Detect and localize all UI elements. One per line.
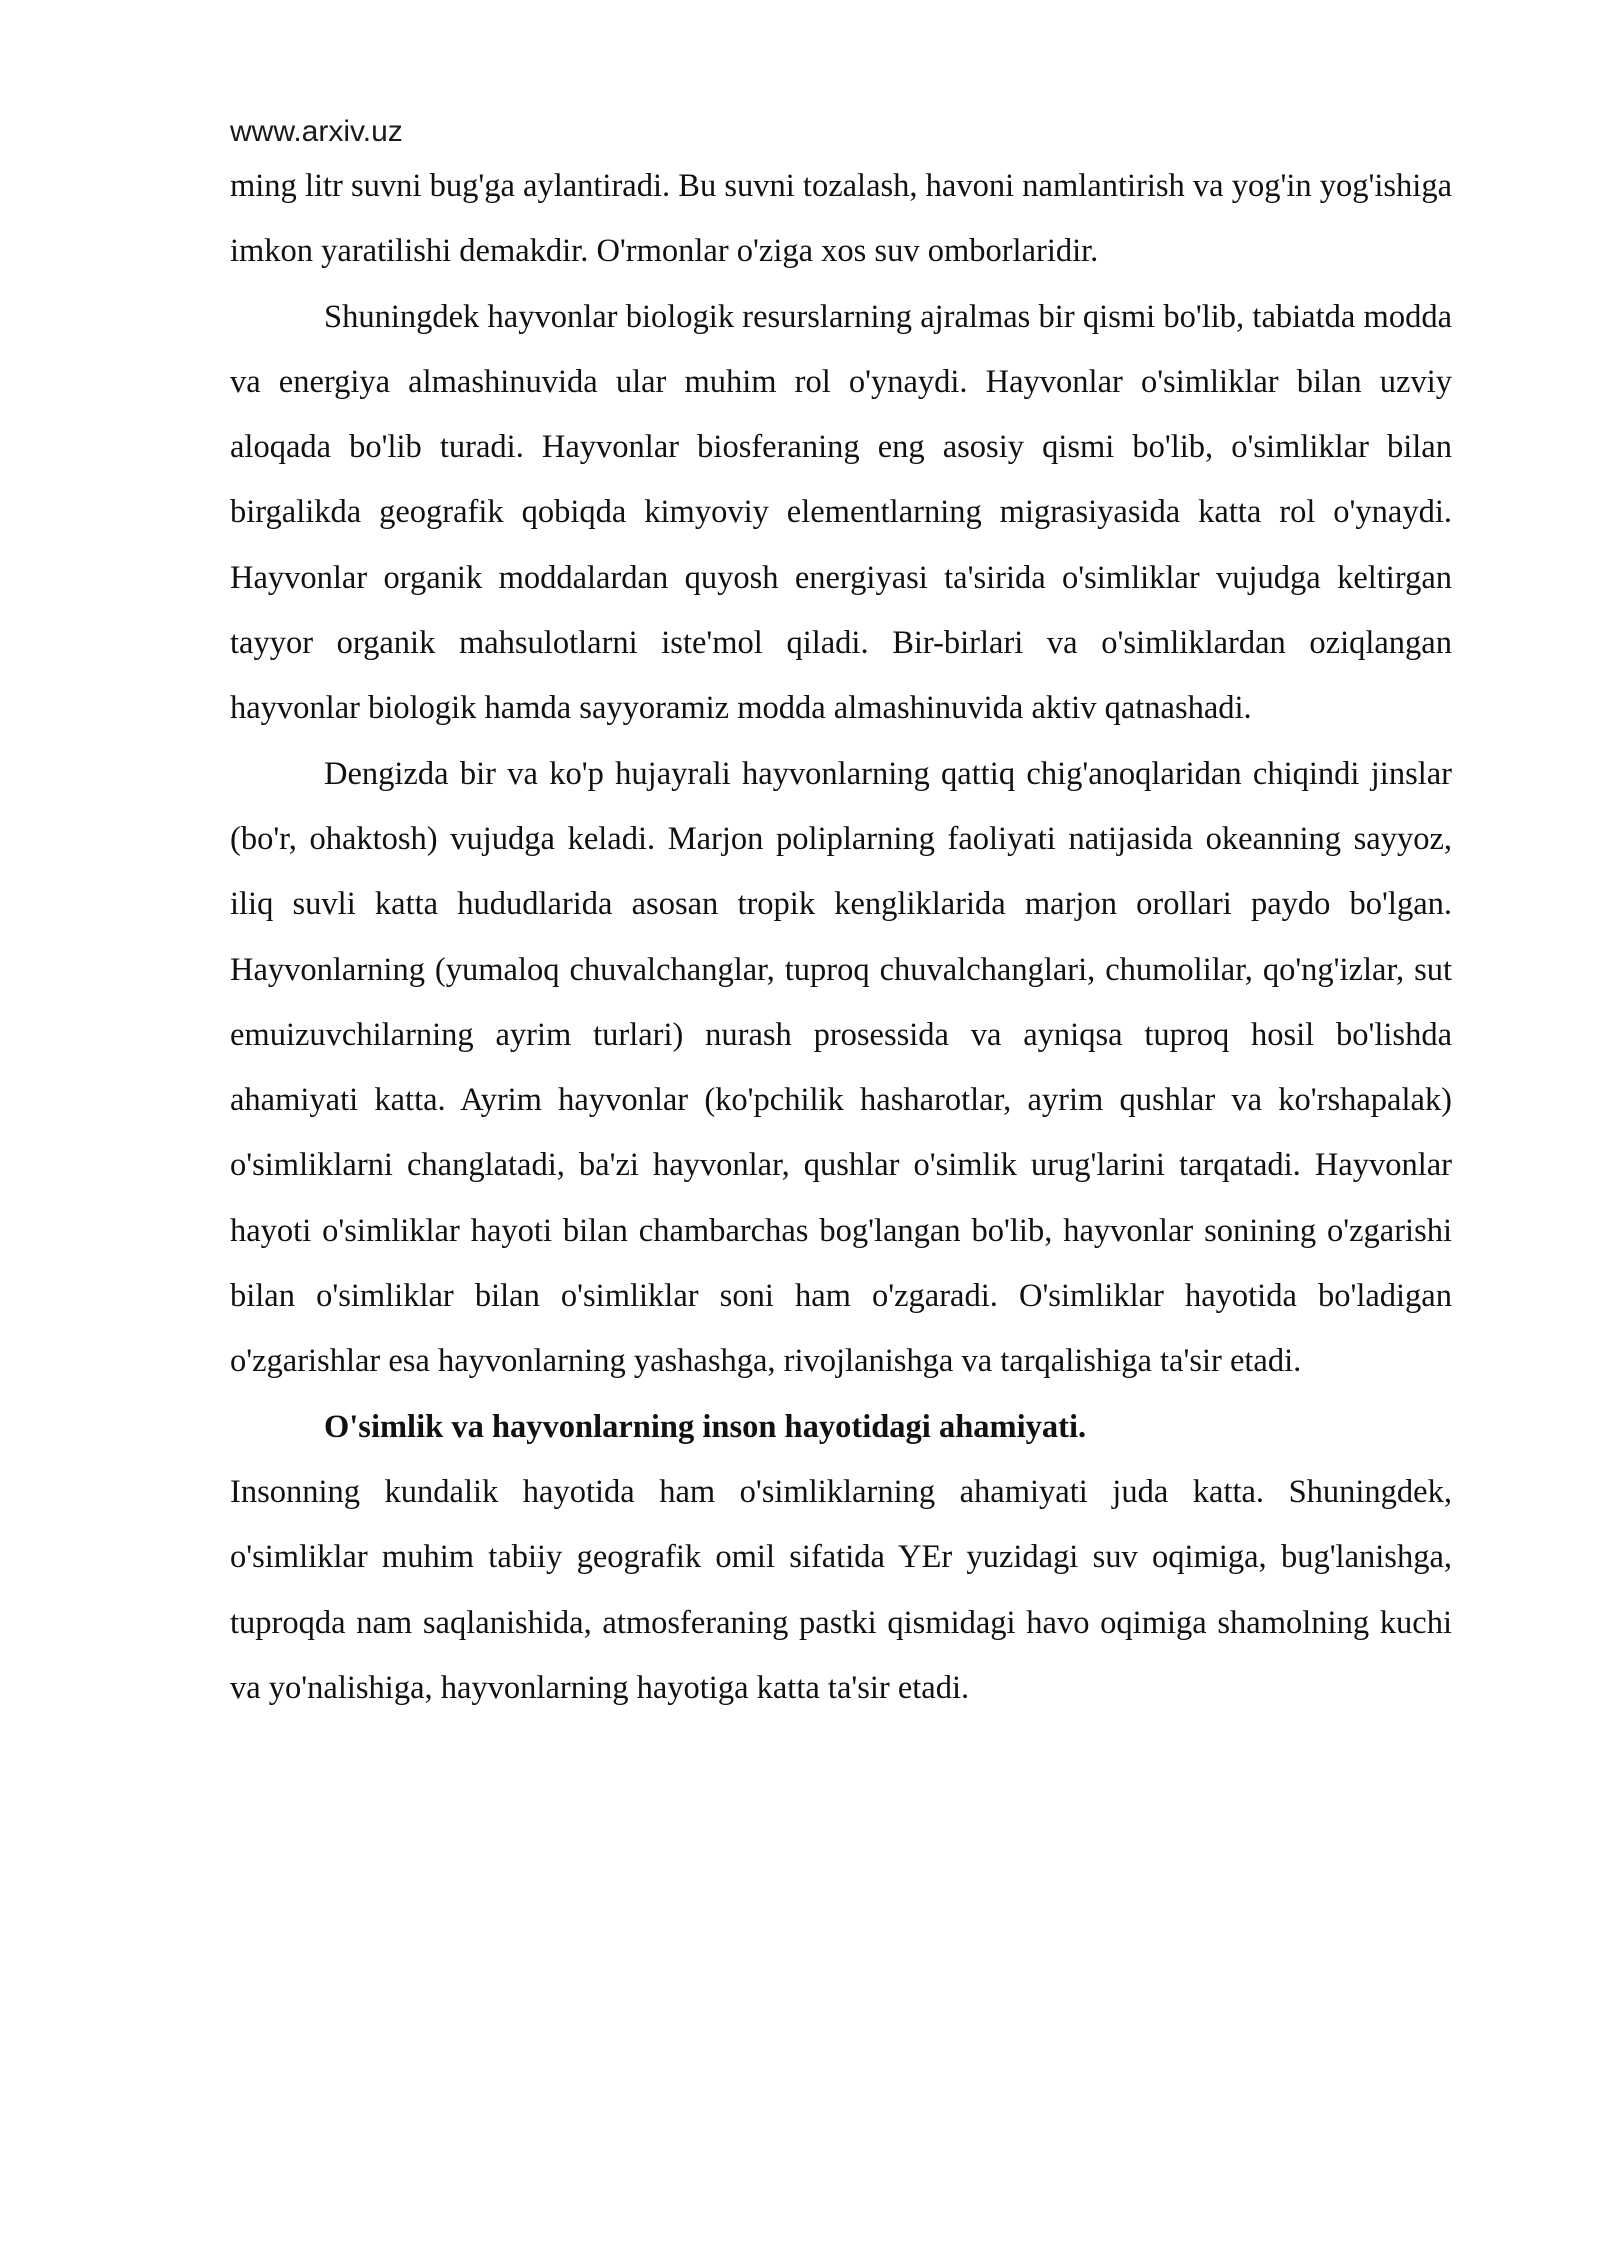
body-paragraph-continuation: ming litr suvni bug'ga aylantiradi. Bu suvni tozalash, havoni namlantirish va yog'in yog'ishiga imkon yaratilishi demakdir. O'rmonlar o'ziga xos suv omborlaridir. [230,168,1452,270]
body-paragraph-animals-role: Shuningdek hayvonlar biologik resurslarning ajralmas bir qismi bo'lib, tabiatda modda va energiya almashinuvida ular muhim rol o'ynaydi. Hayvonlar o'simliklar bilan uzviy aloqada bo'lib turadi. Hayvonlar biosferaning eng asosiy qismi bo'lib, o'simliklar bilan birgalikda geografik qobiqda kimyoviy elementlarning migrasiyasida katta rol o'ynaydi. Hayvonlar organik moddalardan quyosh energiyasi ta'sirida o'simliklar vujudga keltirgan tayyor organik mahsulotlarni iste'mol qiladi. Bir-birlari va o'simliklardan oziqlangan hayvonlar biologik hamda sayyoramiz modda almashinuvida aktiv qatnashadi. [230,298,1452,727]
document-body [230,154,1452,1721]
section-heading: O'simlik va hayvonlarning inson hayotidagi ahamiyati. [324,1408,1087,1445]
site-header-text: www.arxiv.uz [230,115,403,148]
body-paragraph-sea-animals: Dengizda bir va ko'p hujayrali hayvonlarning qattiq chig'anoqlaridan chiqindi jinslar (bo'r, ohaktosh) vujudga keladi. Marjon poliplarning faoliyati natijasida okeanning sayyoz, iliq suvli katta hududlarida asosan tropik kengliklarida marjon orollari paydo bo'lgan. Hayvonlarning (yumaloq chuvalchanglar, tuproq chuvalchanglari, chumolilar, qo'ng'izlar, sut emuizuvchilarning ayrim turlari) nurash prosessida va ayniqsa tuproq hosil bo'lishda ahamiyati katta. Ayrim hayvonlar (ko'pchilik hasharotlar, ayrim qushlar va ko'rshapalak) o'simliklarni changlatadi, ba'zi hayvonlar, qushlar o'simlik urug'larini tarqatadi. Hayvonlar hayoti o'simliklar hayoti bilan chambarchas bog'langan bo'lib, hayvonlar sonining o'zgarishi bilan o'simliklar bilan o'simliklar soni ham o'zgaradi. O'simliklar hayotida bo'ladigan o'zgarishlar esa hayvonlarning yashashga, rivojlanishga va tarqalishiga ta'sir etadi. [230,755,1452,1380]
body-paragraph-human-life: Insonning kundalik hayotida ham o'simliklarning ahamiyati juda katta. Shuningdek, o'simliklar muhim tabiiy geografik omil sifatida YEr yuzidagi suv oqimiga, bug'lanishga, tuproqda nam saqlanishida, atmosferaning pastki qismidagi havo oqimiga shamolning kuchi va yo'nalishiga, hayvonlarning hayotiga katta ta'sir etadi. [230,1473,1452,1706]
